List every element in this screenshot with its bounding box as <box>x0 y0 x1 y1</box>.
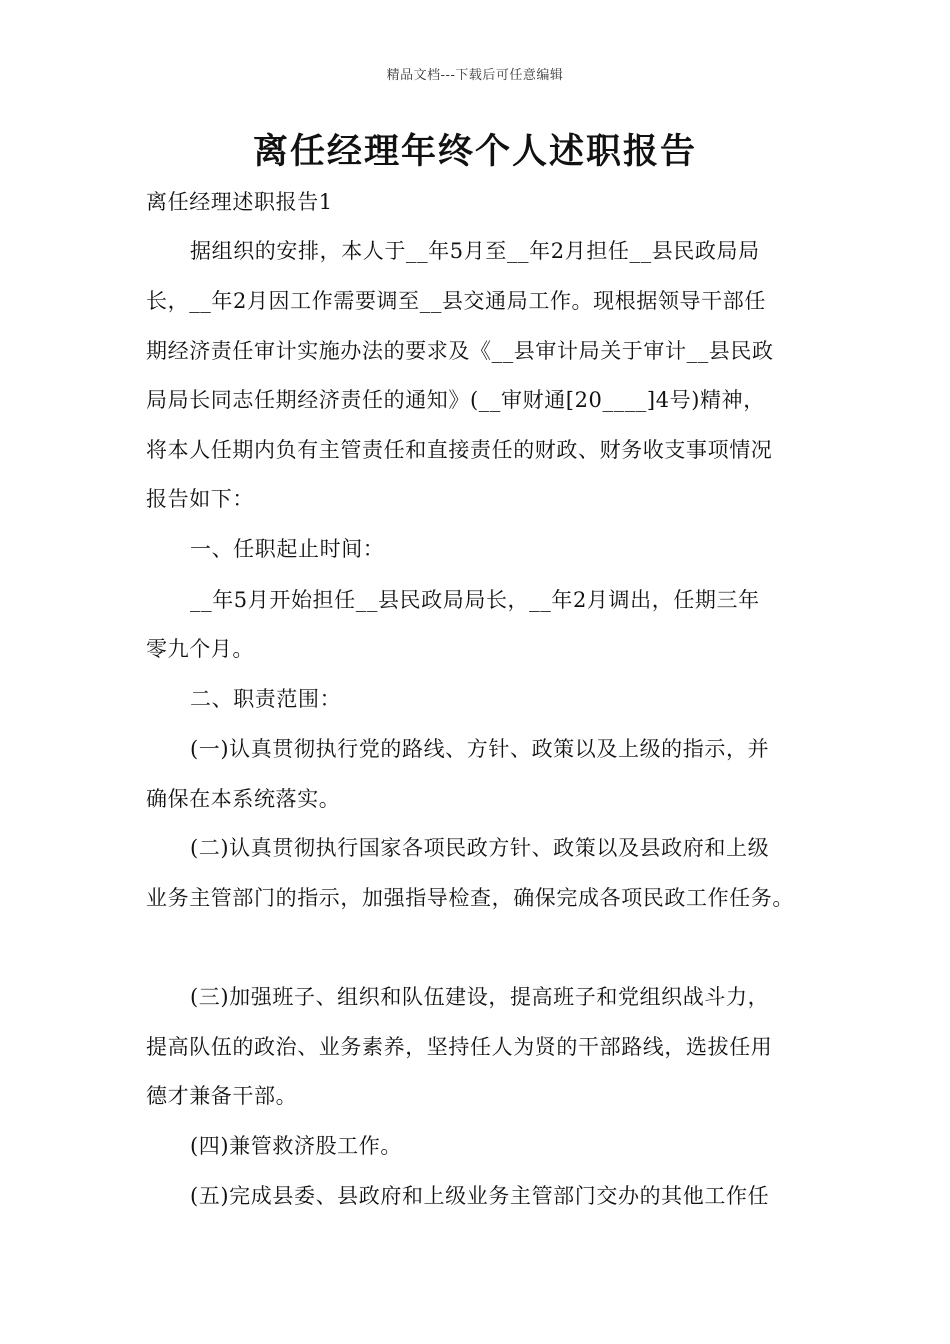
paragraph-line: (二)认真贯彻执行国家各项民政方针、政策以及县政府和上级 <box>190 836 770 860</box>
paragraph-line: 报告如下： <box>146 487 254 511</box>
paragraph-line: 长，__年2月因工作需要调至__县交通局工作。现根据领导干部任 <box>146 289 766 313</box>
paragraph-line: 将本人任期内负有主管责任和直接责任的财政、财务收支事项情况 <box>146 438 773 462</box>
section-heading: 一、任职起止时间： <box>190 537 385 561</box>
paragraph-line: (一)认真贯彻执行党的路线、方针、政策以及上级的指示，并 <box>190 737 770 761</box>
paragraph-line: 局局长同志任期经济责任的通知》(__审财通[20____]4号)精神， <box>146 388 765 412</box>
paragraph-line: 德才兼备干部。 <box>146 1084 298 1108</box>
section-heading: 二、职责范围： <box>190 687 342 711</box>
paragraph-line: 据组织的安排，本人于__年5月至__年2月担任__县民政局局 <box>190 239 760 263</box>
paragraph-line: 零九个月。 <box>146 637 254 661</box>
page-header: 精品文档---下载后可任意编辑 <box>386 68 564 83</box>
document-title: 离任经理年终个人述职报告 <box>252 131 697 172</box>
paragraph-line: 业务主管部门的指示，加强指导检查，确保完成各项民政工作任务。 <box>146 886 794 910</box>
paragraph-line: (四)兼管救济股工作。 <box>190 1134 402 1158</box>
paragraph-line: 期经济责任审计实施办法的要求及《__县审计局关于审计__县民政 <box>146 339 774 363</box>
paragraph-line: __年5月开始担任__县民政局局长，__年2月调出，任期三年 <box>190 588 760 612</box>
paragraph-line: (三)加强班子、组织和队伍建设，提高班子和党组织战斗力， <box>190 985 770 1009</box>
paragraph-line: 提高队伍的政治、业务素养，坚持任人为贤的干部路线，选拔任用 <box>146 1035 773 1059</box>
paragraph-line: 确保在本系统落实。 <box>146 787 341 811</box>
paragraph-line: (五)完成县委、县政府和上级业务主管部门交办的其他工作任 <box>190 1184 770 1208</box>
section-subtitle: 离任经理述职报告1 <box>146 190 333 214</box>
